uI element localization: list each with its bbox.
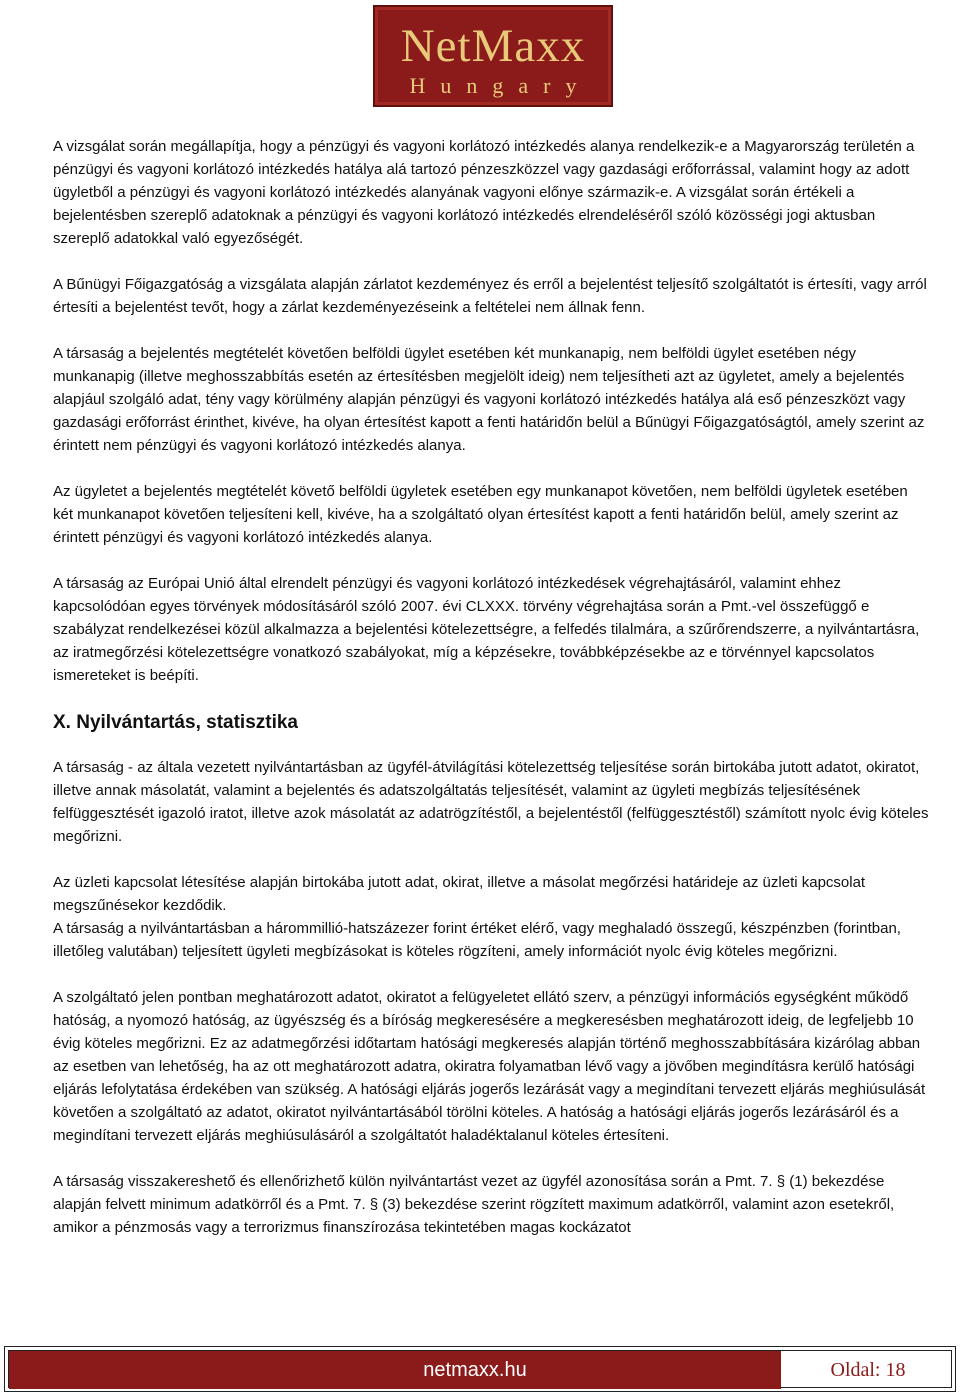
footer-site-link[interactable]: netmaxx.hu <box>9 1351 781 1389</box>
footer-page-number: Oldal: 18 <box>830 1359 906 1381</box>
paragraph-visszakereshetoseg: A társaság visszakereshető és ellenőrizhető külön nyilvántartást vezet az ügyfél azonosítása során a Pmt. 7. § (1) bekezdése alapján felvett minimum adatkörről és a Pmt. 7. § (3) bekezdése szerint rögzített maximum adatkörről, valamint azon esetekről, amikor a pénzmosás vagy a terrorizmus finanszírozása tekintetében magas kockázatot <box>53 1173 895 1236</box>
page-footer <box>4 1346 956 1392</box>
paragraph-vizsgalat: A vizsgálat során megállapítja, hogy a pénzügyi és vagyoni korlátozó intézkedés alanya rendelkezik-e a Magyarország területén a pénzügyi és vagyoni korlátozó intézkedés hatálya alá tartozó pénzeszközzel vagy gazdasági erőforrással, valamint hogy az adott ügyletből a pénzügyi és vagyoni korlátozó intézkedés alanyának vagyoni előnye származik-e. A vizsgálat során értékeli a bejelentésben szereplő adatoknak a pénzügyi és vagyoni korlátozó intézkedés elrendeléséről szóló közösségi jogi aktusban szereplő adatokkal való egyezőségét. <box>53 138 915 247</box>
document-body <box>53 135 931 1262</box>
logo-wordmark: NetMaxx <box>400 20 586 72</box>
paragraph-ugylet-teljesites: Az ügyletet a bejelentés megtételét követő belföldi ügyletek esetében egy munkanapot követően, nem belföldi ügyletek esetében két munkanapot követően teljesíteni kell, kivéve, ha a szolgáltató olyan értesítést kapott a fenti határidőn belül, amely szerint az érintett pénzügyi és vagyoni korlátozó intézkedés alanya. <box>53 483 908 546</box>
paragraph-keszpenz: A társaság a nyilvántartásban a hárommillió-hatszázezer forint értéket elérő, vagy meghaladó összegű, készpénzben (forintban, illetőleg valutában) teljesített ügyleti megbízásokat is köteles rögzíteni, amely információt nyolc évig köteles megőrizni. <box>53 920 901 960</box>
netmaxx-logo <box>373 5 613 107</box>
logo-subtitle: Hungary <box>409 73 592 98</box>
paragraph-munkanap: A társaság a bejelentés megtételét követően belföldi ügylet esetében két munkanapig, nem belföldi ügylet esetében négy munkanapig (illetve meghosszabbítás esetén az értesítésben megjelölt ideig) nem teljesítheti azt az ügyletet, amely a bejelentés alapjául szolgáló adat, tény vagy körülmény alapján pénzügyi és vagyoni korlátozó intézkedés hatálya alá eső pénzeszközt vagy gazdasági erőforrást érinthet, kivéve, ha olyan értesítést kapott a fenti határidőn belül a Bűnügyi Főigazgatóságtól, amely szerint az érintett nem pénzügyi és vagyoni korlátozó intézkedés alanya. <box>53 345 925 454</box>
paragraph-adatmegorzes: A szolgáltató jelen pontban meghatározott adatot, okiratot a felügyeletet ellátó szerv, a pénzügyi információs egységként működő hatóság, a nyomozó hatóság, az ügyészség és a bíróság megkeresésére a megkeresésben meghatározott ideig, de legfeljebb 10 évig köteles megőrizni. Ez az adatmegőrzési időtartam hatósági megkeresés alapján történő meghosszabbítására kizárólag abban az esetben van lehetőség, ha az ott meghatározott adatra, okiratra folyamatban lévő vagy a jövőben megindításra kerülő hatósági eljárás lefolytatása érdekében van szükség. A hatósági eljárás jogerős lezárását vagy a megindítani tervezett eljárás meghiúsulását követően a szolgáltató az adatot, okiratot nyilvántartásából törölni köteles. A hatóság a hatósági eljárás jogerős lezárásáról és a megindítani tervezett eljárás meghiúsulásáról a szolgáltatót haladéktalanul köteles értesíteni. <box>53 989 926 1144</box>
paragraph-eu-korlatozas: A társaság az Európai Unió által elrendelt pénzügyi és vagyoni korlátozó intézkedések végrehajtásáról, valamint ehhez kapcsolódóan egyes törvények módosításáról szóló 2007. évi CLXXX. törvény végrehajtása során a Pmt.-vel összefüggő e szabályzat rendelkezései közül alkalmazza a bejelentési kötelezettségre, a felfedés tilalmára, a szűrőrendszerre, a nyilvántartásra, az iratmegőrzési kötelezettségre vonatkozó szabályokat, míg a képzésekre, továbbképzésekbe az e törvénnyel kapcsolatos ismereteket is beépíti. <box>53 575 920 684</box>
paragraph-nyilvantartas: A társaság - az általa vezetett nyilvántartásban az ügyfél-átvilágítási kötelezettség teljesítése során birtokába jutott adatot, okiratot, illetve annak másolatát, valamint a bejelentés és adatszolgáltatás teljesítését, valamint az ügyleti megbízás teljesítésének felfüggesztését igazoló iratot, illetve azok másolatát az adatrögzítéstől, a bejelentéstől (felfüggesztéstől) számított nyolc évig köteles megőrizni. <box>53 759 929 845</box>
paragraph-uzleti-kapcsolat: Az üzleti kapcsolat létesítése alapján birtokába jutott adat, okirat, illetve a másolat megőrzési határideje az üzleti kapcsolat megszűnésekor kezdődik. <box>53 874 866 914</box>
section-heading: X. Nyilvántartás, statisztika <box>53 712 298 733</box>
paragraph-zarlat: A Bűnügyi Főigazgatóság a vizsgálata alapján zárlatot kezdeményez és erről a bejelentést teljesítő szolgáltatót is értesíti, vagy arról értesíti a bejelentést tevőt, hogy a zárlat kezdeményezéseink a feltételei nem állnak fenn. <box>53 276 927 316</box>
